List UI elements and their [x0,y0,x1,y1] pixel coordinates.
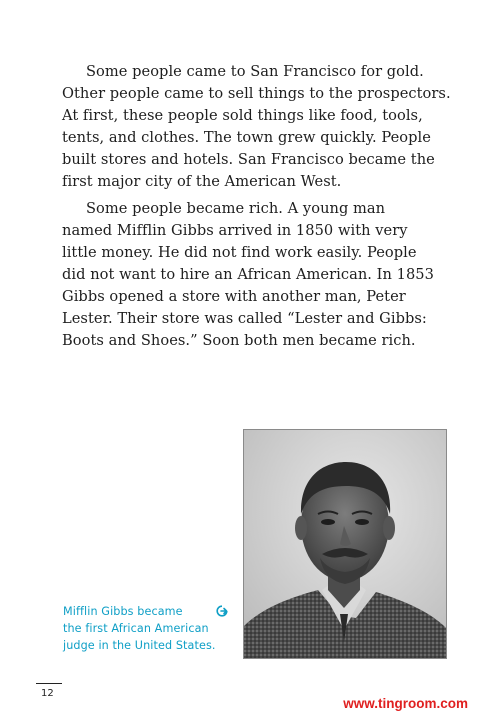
paragraph-line: Some people became rich. A young man [86,200,386,217]
paragraph-line: Some people came to San Francisco for gold. [86,63,424,80]
caption-line: the first African American [63,622,209,635]
caption-line: judge in the United States. [63,639,216,652]
paragraph-line: named Mifflin Gibbs arrived in 1850 with very [62,222,408,239]
page-number-rule [36,683,62,684]
paragraph-line: Gibbs opened a store with another man, Peter [62,288,406,305]
watermark: www.tingroom.com [343,696,468,711]
paragraph-line: Lester. Their store was called “Lester and Gibbs: [62,310,427,327]
photo-caption [63,603,238,654]
paragraph-line: Other people came to sell things to the prospectors. [62,85,451,102]
paragraph-line: first major city of the American West. [62,173,342,190]
paragraph-line: little money. He did not find work easily. People [62,244,417,261]
paragraph-2 [62,198,434,352]
right-arrow-circle-icon [216,605,228,617]
paragraph-line: tents, and clothes. The town grew quickly. People [62,129,431,146]
paragraph-line: Boots and Shoes.” Soon both men became rich. [62,332,416,349]
caption-line: Mifflin Gibbs became [63,605,183,618]
portrait-photo [243,429,447,659]
paragraph-line: At first, these people sold things like food, tools, [62,107,423,124]
page-number: 12 [41,688,54,699]
portrait-illustration [244,430,447,659]
paragraph-line: built stores and hotels. San Francisco became the [62,151,435,168]
paragraph-line: did not want to hire an African American. In 1853 [62,266,434,283]
paragraph-1 [62,61,451,193]
